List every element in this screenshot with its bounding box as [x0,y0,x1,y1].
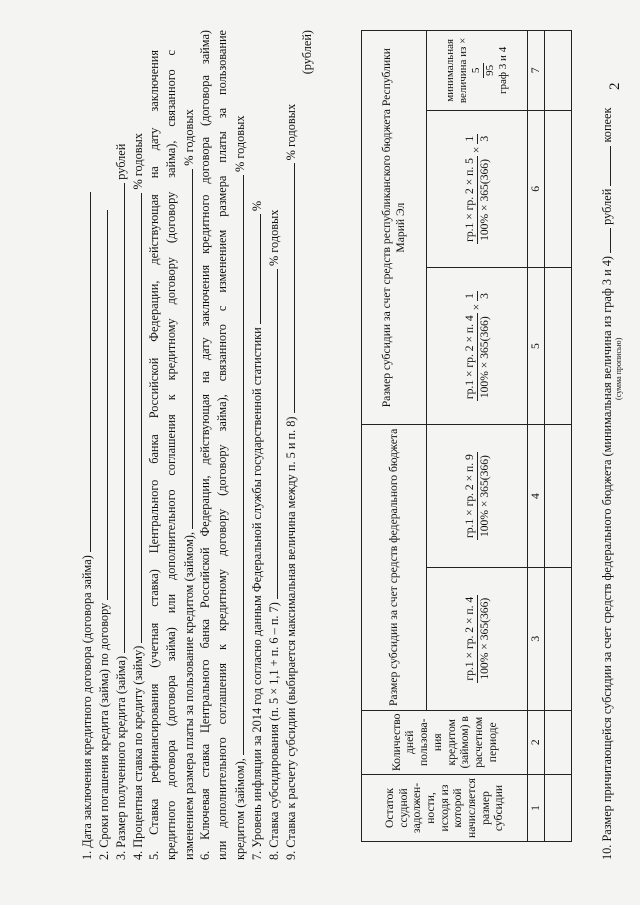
field-line-9[interactable] [282,163,295,413]
item-3: 3. Размер полученного кредита (займа) рублей [114,143,128,860]
sum-in-words-caption: (сумма прописью) [614,337,623,400]
col-number-4: 4 [528,425,545,568]
item-5-line-1: 5. Ставка рефинансирования (учетная ставка) Центрального банка Российской Федерации, действующая на дату заключения [147,50,161,860]
formula-col-3: гр.1 × гр. 2 × п. 4 100% × 365(366) [427,567,528,710]
item-6-line-1: 6. Ключевая ставка Центрального банка Российской Федерации, действующая на дату заключения кредитного договора (договора займа) [198,30,212,860]
data-cell-1[interactable] [544,774,571,841]
table-data-row [544,31,571,842]
data-cell-2[interactable] [544,710,571,774]
item-1: 1. Дата заключения кредитного договора (договора займа) [78,192,95,860]
formula-col-5: гр.1 × гр. 2 × п. 4 100% × 365(366) × 1 3 [427,268,528,425]
field-line-10-kop[interactable] [598,146,611,186]
field-line-7[interactable] [248,214,261,324]
federal-budget-header: Размер субсидии за счет средств федерального бюджета [362,425,427,710]
item-5-line-3: изменением размера платы за пользование кредитом (займом), % годовых [182,109,196,860]
field-line-3[interactable] [112,183,125,653]
subsidy-table [361,30,572,842]
item-6-line-3: кредитом (займом), % годовых [233,115,247,860]
col-number-7: 7 [528,31,545,111]
field-line-4[interactable] [129,193,142,643]
formula-col-4: гр.1 × гр. 2 × п. 9 100% × 365(366) [427,425,528,568]
col-number-1: 1 [528,774,545,841]
field-line-1[interactable] [78,192,91,552]
formula-col-7: минимальная величина из × 5 95 граф 3 и 4 [427,31,528,111]
item-8: 8. Ставка субсидирования (п. 5 × 1,1 + п. 6 – п. 7) % годовых [267,209,281,860]
item-9: 9. Ставка к расчету субсидии (выбирается максимальная величина между п. 5 и п. 8) % годовых [284,103,298,860]
data-cell-3[interactable] [544,567,571,710]
field-line-10-sum[interactable] [598,228,611,253]
field-line-2[interactable] [95,210,108,600]
col-number-5: 5 [528,268,545,425]
col-header-1: Остаток ссудной задолжен-ности, исходя из которой начисляется размер субсидии [362,774,528,841]
data-cell-7[interactable] [544,31,571,111]
data-cell-6[interactable] [544,110,571,267]
item-10: 10. Размер причитающейся субсидии за счет средств федерального бюджета (минимальная величина из граф 3 и 4) рублей копеек [600,107,614,860]
col-header-2: Количество дней пользова-ния кредитом (займом) в расчетном периоде [362,710,528,774]
table-currency-note: (рублей) [300,30,314,75]
table-header-row [362,31,427,842]
item-4: 4. Процентная ставка по кредиту (займу) % годовых [131,133,145,860]
table-number-row [528,31,545,842]
formula-col-6: гр.1 × гр. 2 × п. 5 100% × 365(366) × 1 3 [427,110,528,267]
item-7: 7. Уровень инфляции за 2014 год согласно данным Федеральной службы государственной статистики % [250,200,264,860]
data-cell-4[interactable] [544,425,571,568]
item-6-line-2: или дополнительного соглашения к кредитному договору (договору займа), связанного с изменением размера платы за пользование [215,30,229,860]
field-line-5[interactable] [180,169,193,529]
item-2: 2. Сроки погашения кредита (займа) по договору [95,210,112,860]
item-5-line-2: кредитного договора (договора займа) или дополнительного соглашения к кредитному договору (договору займа), связанного с [164,50,178,860]
page-number: 2 [607,82,623,90]
col-number-3: 3 [528,567,545,710]
data-cell-5[interactable] [544,268,571,425]
field-line-6[interactable] [231,175,244,755]
col-number-6: 6 [528,110,545,267]
field-line-8[interactable] [265,269,278,599]
rotated-form [78,30,638,860]
col-number-2: 2 [528,710,545,774]
republic-budget-header: Размер субсидии за счет средств республиканского бюджета Республики Марий Эл [362,31,427,425]
